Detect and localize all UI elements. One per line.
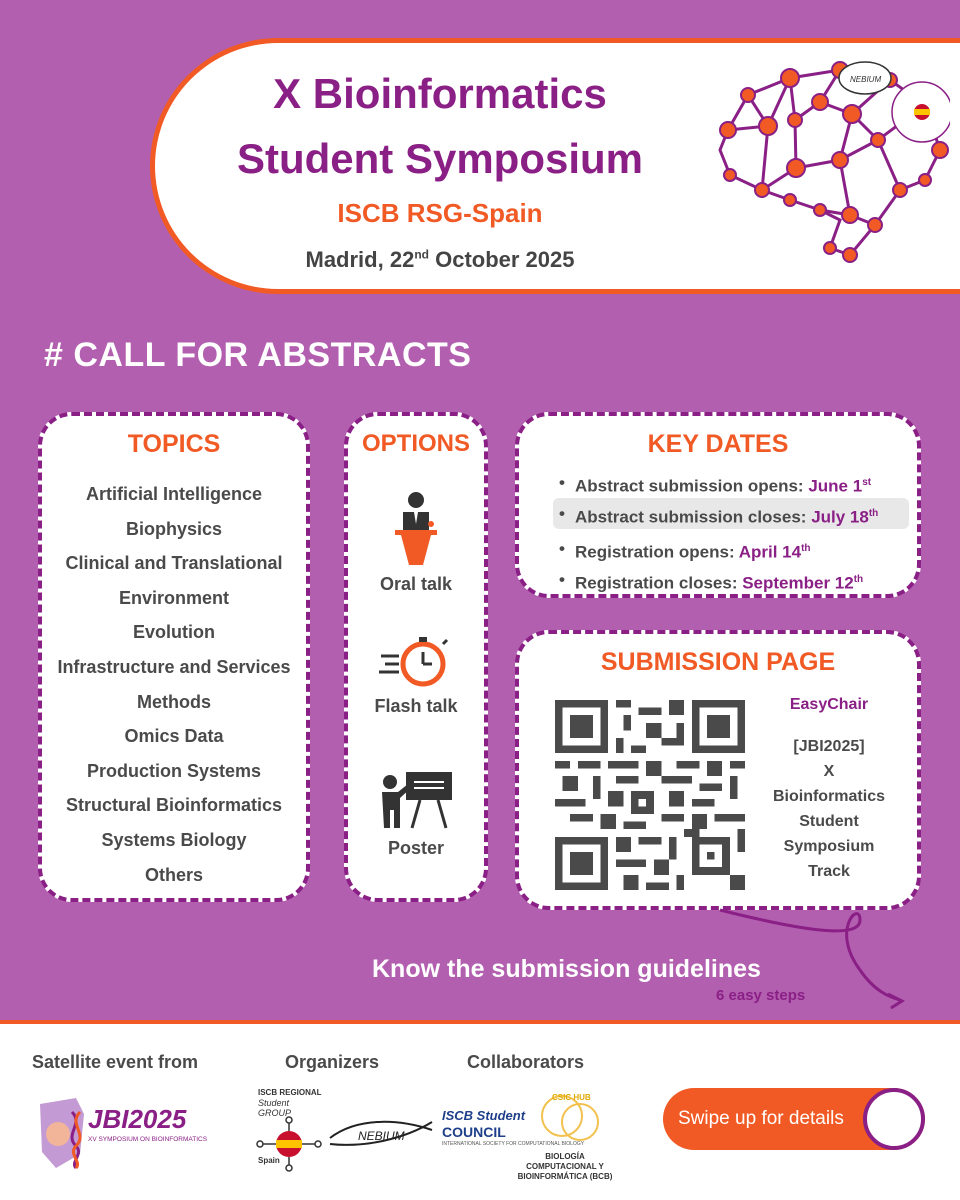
topic-item: Structural Bioinformatics xyxy=(65,795,283,816)
track-line: Symposium xyxy=(783,838,875,855)
csic-hub-logo xyxy=(532,1086,612,1148)
key-date-value: September 12 xyxy=(742,573,854,593)
key-date-label: Abstract submission closes: xyxy=(575,507,812,527)
key-date-sup: th xyxy=(801,543,811,554)
collaborators-label: Collaborators xyxy=(467,1052,585,1072)
topic-item: Environment xyxy=(118,587,229,608)
footer xyxy=(0,1020,960,1200)
satellite-label: Satellite event from xyxy=(32,1052,199,1072)
guidelines-text: Know the submission guidelines xyxy=(372,955,761,983)
csic-hub-text: CSIC HUB xyxy=(552,1093,591,1102)
submission-card xyxy=(515,630,921,910)
speaker-podium-icon xyxy=(381,488,451,568)
easychair-label[interactable]: EasyChair xyxy=(789,696,869,713)
topic-item: Clinical and Translational xyxy=(65,553,283,574)
topic-item: Systems Biology xyxy=(101,829,247,850)
topic-item: Artificial Intelligence xyxy=(85,484,263,504)
track-line: [JBI2025] xyxy=(793,738,865,755)
event-place-date xyxy=(150,247,730,273)
topics-title: TOPICS xyxy=(127,430,221,458)
rsg-line-1: ISCB REGIONAL xyxy=(258,1088,322,1097)
swipe-circle-icon xyxy=(863,1088,925,1150)
subtitle: ISCB RSG-Spain xyxy=(337,198,543,228)
topic-item: Biophysics xyxy=(125,518,223,539)
jbi2025-name: JBI2025 xyxy=(88,1104,187,1134)
track-line: Bioinformatics xyxy=(772,788,885,805)
topic-item: Others xyxy=(144,864,204,885)
option-poster xyxy=(348,768,484,859)
bcb-line: BIOINFORMÁTICA (BCB) xyxy=(517,1172,613,1181)
student-council-line-3: INTERNATIONAL SOCIETY FOR COMPUTATIONAL BIOLOGY xyxy=(442,1141,585,1147)
submission-title: SUBMISSION PAGE xyxy=(600,648,836,676)
key-date-value: July 18 xyxy=(811,507,869,527)
key-date-label: Registration closes: xyxy=(575,573,743,593)
student-council-line-2: COUNCIL xyxy=(442,1124,506,1140)
key-date-item-highlighted xyxy=(553,498,909,529)
presenter-board-icon xyxy=(376,768,456,832)
key-dates-card xyxy=(515,412,921,598)
title-line-2: Student Symposium xyxy=(236,135,644,182)
organizers-label: Organizers xyxy=(285,1052,380,1072)
submission-details xyxy=(759,696,899,884)
rsg-line-4: Spain xyxy=(258,1156,280,1165)
key-date-sup: st xyxy=(862,477,872,488)
swipe-up-label: Swipe up for details xyxy=(678,1108,844,1129)
place-suffix: October 2025 xyxy=(428,247,575,272)
call-for-abstracts-heading: # CALL FOR ABSTRACTS xyxy=(44,336,472,374)
options-card xyxy=(344,412,488,902)
stopwatch-icon xyxy=(377,634,455,690)
topic-list xyxy=(42,477,306,892)
topic-item: Omics Data xyxy=(124,726,224,747)
svg-text:NEBIUM: NEBIUM xyxy=(850,75,882,84)
nebium-text: NEBIUM xyxy=(358,1129,405,1143)
swipe-up-button[interactable] xyxy=(663,1088,925,1150)
jbi2025-subtitle: XV SYMPOSIUM ON BIOINFORMATICS xyxy=(88,1136,208,1143)
key-date-value: April 14 xyxy=(738,542,802,562)
track-line: Student xyxy=(799,813,859,830)
topic-item: Production Systems xyxy=(86,760,262,781)
topic-item: Infrastructure and Services xyxy=(57,656,291,677)
rsg-line-3: GROUP xyxy=(258,1108,292,1118)
place-prefix: Madrid, 22 xyxy=(305,247,415,272)
qr-code[interactable] xyxy=(555,700,745,890)
title-line-1: X Bioinformatics xyxy=(273,70,607,117)
key-dates-title: KEY DATES xyxy=(647,430,789,458)
bcb-line: BIOLOGÍA xyxy=(545,1152,585,1161)
topics-card xyxy=(38,412,310,902)
key-date-item xyxy=(519,533,917,564)
option-label: Oral talk xyxy=(379,574,453,594)
rsg-line-2: Student xyxy=(258,1098,290,1108)
track-line: X xyxy=(823,763,835,780)
topic-item: Methods xyxy=(137,691,211,712)
option-flash-talk xyxy=(348,634,484,717)
key-date-value: June 1 xyxy=(808,476,863,496)
place-sup: nd xyxy=(414,247,429,262)
topic-item: Evolution xyxy=(133,622,215,643)
bcb-line: COMPUTACIONAL Y xyxy=(526,1162,604,1171)
bcb-label xyxy=(500,1152,630,1182)
option-oral-talk xyxy=(348,488,484,595)
key-dates-list xyxy=(519,467,917,595)
option-label: Flash talk xyxy=(374,696,458,716)
key-date-sup: th xyxy=(853,574,864,585)
key-date-label: Registration opens: xyxy=(575,542,739,562)
key-date-label: Abstract submission opens: xyxy=(575,476,809,496)
track-line: Track xyxy=(808,863,850,880)
key-date-sup: th xyxy=(868,508,879,519)
key-date-item xyxy=(519,467,917,498)
key-date-item xyxy=(519,564,917,595)
options-title: OPTIONS xyxy=(361,430,470,457)
option-label: Poster xyxy=(387,838,445,858)
student-council-line-1: ISCB Student xyxy=(442,1108,526,1123)
guidelines-steps: 6 easy steps xyxy=(716,987,806,1004)
nebium-logo xyxy=(326,1108,436,1158)
brain-network-icon xyxy=(700,50,950,280)
